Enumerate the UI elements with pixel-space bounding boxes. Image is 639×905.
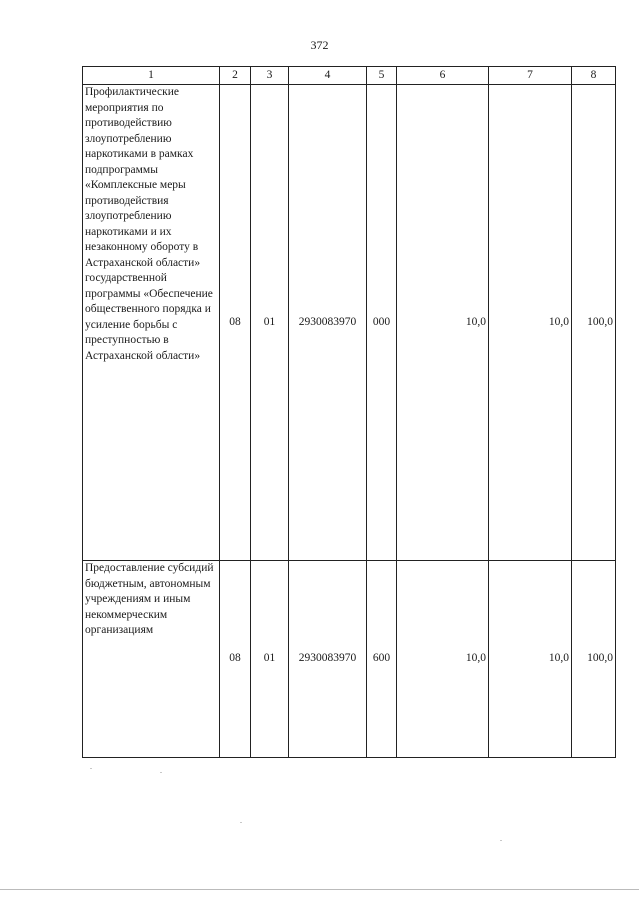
table-row xyxy=(83,561,616,758)
subsection-code: 01 xyxy=(251,85,289,561)
row-name: Предоставление субсидий бюджетным, автономным учреждениям и иным некоммерческим организациям xyxy=(83,561,220,758)
target-article-code: 2930083970 xyxy=(289,561,367,758)
percent-col8: 100,0 xyxy=(572,561,616,758)
header-cell-7: 7 xyxy=(489,67,572,85)
header-cell-3: 3 xyxy=(251,67,289,85)
section-code: 08 xyxy=(220,85,251,561)
scan-speck xyxy=(160,772,162,773)
page-number: 372 xyxy=(310,38,329,52)
amount-col7: 10,0 xyxy=(489,561,572,758)
header-cell-8: 8 xyxy=(572,67,616,85)
scan-edge-line xyxy=(0,889,639,890)
header-cell-4: 4 xyxy=(289,67,367,85)
row-name: Профилактические мероприятия по противодействию злоупотреблению наркотиками в рамках подпрограммы «Комплексные меры противодействия злоупотреблению наркотиками и их незаконному обороту в Астраханской области» государственной программы «Обеспечение общественного порядка и усиление борьбы с преступностью в Астраханской области» xyxy=(83,85,220,561)
budget-table xyxy=(82,66,616,758)
header-cell-2: 2 xyxy=(220,67,251,85)
header-cell-6: 6 xyxy=(397,67,489,85)
subsection-code: 01 xyxy=(251,561,289,758)
header-row xyxy=(83,67,616,85)
header-cell-1: 1 xyxy=(83,67,220,85)
section-code: 08 xyxy=(220,561,251,758)
target-article-code: 2930083970 xyxy=(289,85,367,561)
expense-type-code: 000 xyxy=(367,85,397,561)
scan-speck xyxy=(90,768,92,769)
percent-col8: 100,0 xyxy=(572,85,616,561)
scan-speck xyxy=(240,822,242,823)
table-row xyxy=(83,85,616,561)
amount-col6: 10,0 xyxy=(397,561,489,758)
scan-speck xyxy=(500,840,502,841)
amount-col6: 10,0 xyxy=(397,85,489,561)
amount-col7: 10,0 xyxy=(489,85,572,561)
expense-type-code: 600 xyxy=(367,561,397,758)
header-cell-5: 5 xyxy=(367,67,397,85)
